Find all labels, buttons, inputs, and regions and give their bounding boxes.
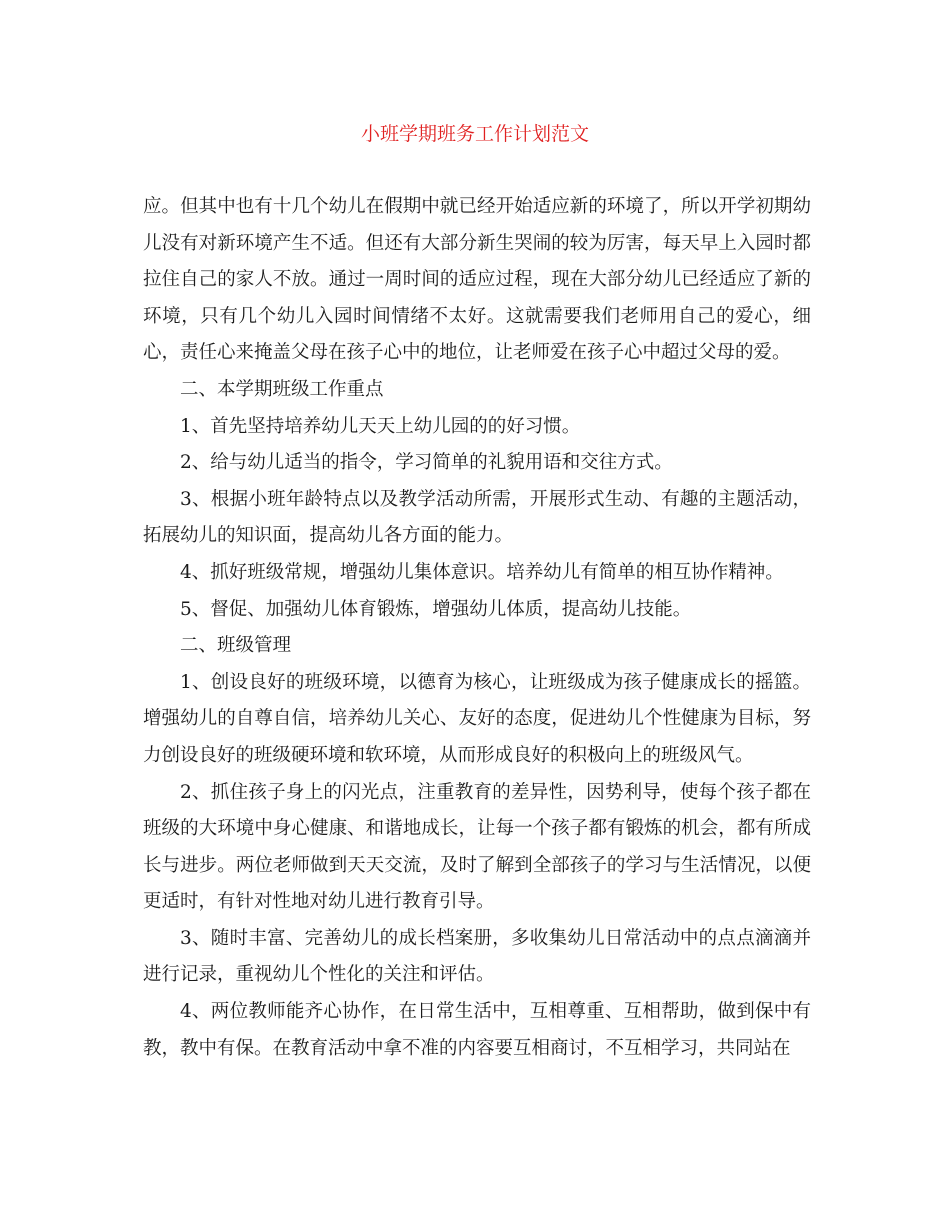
- list-item: 2、抓住孩子身上的闪光点，注重教育的差异性，因势利导，使每个孩子都在班级的大环境中身心健康、和谐地成长，让每一个孩子都有锻炼的机会，都有所成长与进步。两位老师做到天天交流，及时了解到全部孩子的学习与生活情况，以便更适时，有针对性地对幼儿进行教育引导。: [143, 781, 811, 913]
- list-item: 3、根据小班年龄特点以及教学活动所需，开展形式生动、有趣的主题活动，拓展幼儿的知识面，提高幼儿各方面的能力。: [143, 488, 811, 547]
- list-item: 4、抓好班级常规，增强幼儿集体意识。培养幼儿有简单的相互协作精神。: [180, 561, 784, 583]
- section-heading-work-focus: 二、本学期班级工作重点: [180, 378, 384, 400]
- section-heading-class-management: 二、班级管理: [180, 635, 292, 657]
- list-item: 5、督促、加强幼儿体育锻炼，增强幼儿体质，提高幼儿技能。: [180, 598, 692, 620]
- document-title: 小班学期班务工作计划范文: [360, 123, 589, 145]
- list-item: 4、两位教师能齐心协作，在日常生活中，互相尊重、互相帮助，做到保中有教，教中有保。在教育活动中拿不准的内容要互相商讨，不互相学习，共同站在: [143, 1001, 811, 1059]
- document-body: [143, 189, 811, 1067]
- list-item: 1、创设良好的班级环境，以德育为核心，让班级成为孩子健康成长的摇篮。增强幼儿的自尊自信，培养幼儿关心、友好的态度，促进幼儿个性健康为目标，努力创设良好的班级硬环境和软环境，从而形成良好的积极向上的班级风气。: [143, 671, 811, 766]
- list-item: 2、给与幼儿适当的指令，学习简单的礼貌用语和交往方式。: [180, 452, 673, 474]
- list-item: 1、首先坚持培养幼儿天天上幼儿园的的好习惯。: [180, 415, 581, 437]
- paragraph-continuation: 应。但其中也有十几个幼儿在假期中就已经开始适应新的环境了，所以开学初期幼儿没有对新环境产生不适。但还有大部分新生哭闹的较为厉害，每天早上入园时都拉住自己的家人不放。通过一周时间的适应过程，现在大部分幼儿已经适应了新的环境，只有几个幼儿入园时间情绪不太好。这就需要我们老师用自己的爱心，细心，责任心来掩盖父母在孩子心中的地位，让老师爱在孩子心中超过父母的爱。: [143, 196, 811, 364]
- list-item: 3、随时丰富、完善幼儿的成长档案册，多收集幼儿日常活动中的点点滴滴并进行记录，重视幼儿个性化的关注和评估。: [143, 927, 811, 986]
